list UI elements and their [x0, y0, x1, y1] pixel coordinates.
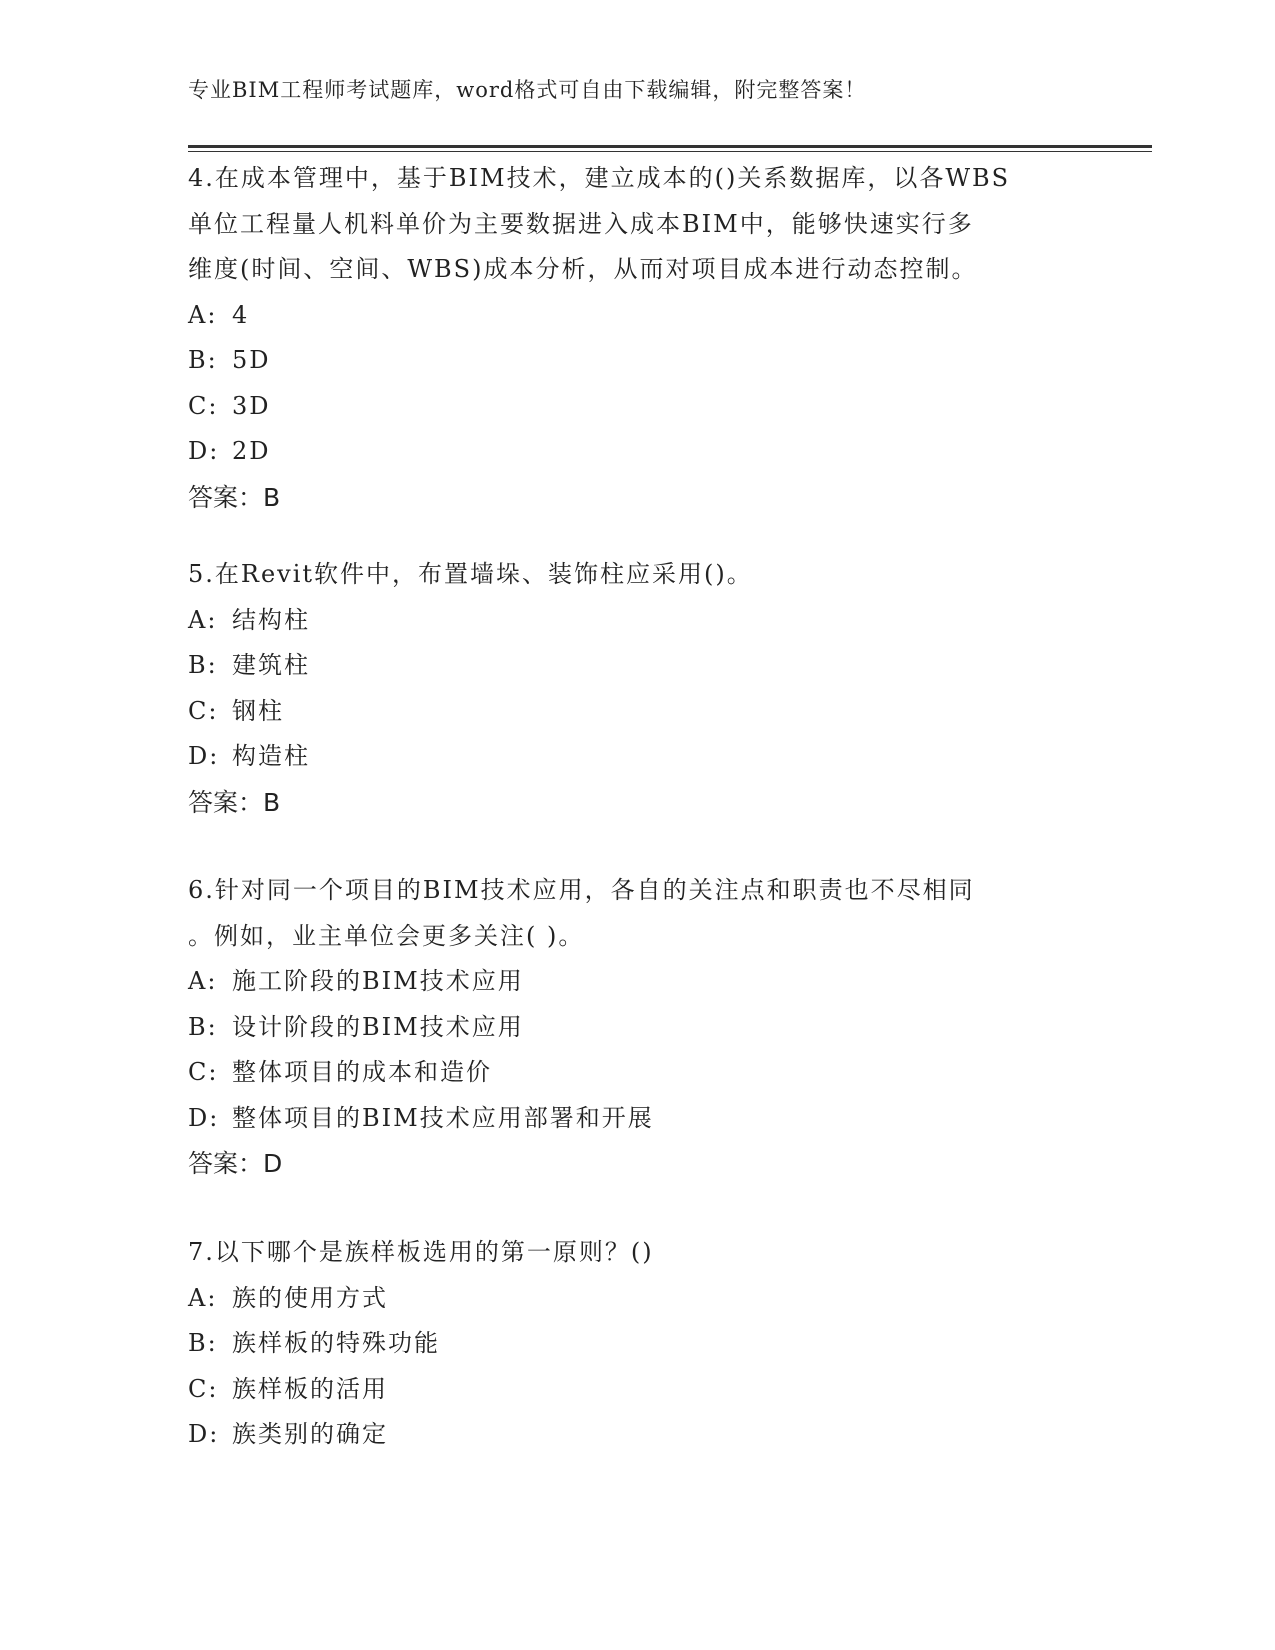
option-a: A: 4	[188, 300, 250, 329]
question-4	[188, 156, 1088, 520]
option-d: D: 构造柱	[188, 742, 310, 770]
question-stem-line: 7.以下哪个是族样板选用的第一原则？()	[188, 1238, 654, 1266]
question-6	[188, 868, 1088, 1187]
option-b: B: 5D	[188, 346, 271, 374]
question-stem-line: 6.针对同一个项目的BIM技术应用，各自的关注点和职责也不尽相同	[188, 876, 975, 904]
option-c: C: 族样板的活用	[188, 1374, 388, 1403]
option-c: C: 整体项目的成本和造价	[188, 1058, 492, 1086]
option-b: B: 建筑柱	[188, 651, 310, 679]
option-a: A: 结构柱	[188, 605, 310, 634]
question-5	[188, 552, 1088, 825]
option-b: B: 族样板的特殊功能	[188, 1329, 440, 1357]
option-d: D: 2D	[188, 437, 271, 465]
header-rule-thin	[188, 151, 1152, 152]
answer: 答案：D	[188, 1149, 283, 1178]
question-stem-line: 5.在Revit软件中，布置墙垛、装饰柱应采用()。	[188, 560, 753, 588]
question-stem-line: 维度(时间、空间、WBS)成本分析，从而对项目成本进行动态控制。	[188, 255, 978, 283]
option-b: B: 设计阶段的BIM技术应用	[188, 1012, 524, 1041]
question-stem-line: 。例如，业主单位会更多关注( )。	[188, 921, 585, 950]
question-stem-line: 4.在成本管理中，基于BIM技术，建立成本的()关系数据库，以各WBS	[188, 164, 1011, 192]
option-a: A: 施工阶段的BIM技术应用	[188, 967, 524, 995]
answer: 答案：B	[188, 787, 281, 817]
question-stem-line: 单位工程量人机料单价为主要数据进入成本BIM中，能够快速实行多	[188, 209, 974, 238]
header-rule-thick	[188, 145, 1152, 148]
option-c: C: 钢柱	[188, 696, 284, 725]
option-d: D: 族类别的确定	[188, 1420, 388, 1448]
answer: 答案：B	[188, 482, 281, 512]
option-d: D: 整体项目的BIM技术应用部署和开展	[188, 1103, 654, 1132]
option-c: C: 3D	[188, 391, 271, 420]
question-7	[188, 1230, 1088, 1458]
option-a: A: 族的使用方式	[188, 1283, 388, 1312]
page-header: 专业BIM工程师考试题库，word格式可自由下载编辑，附完整答案！	[188, 78, 867, 102]
